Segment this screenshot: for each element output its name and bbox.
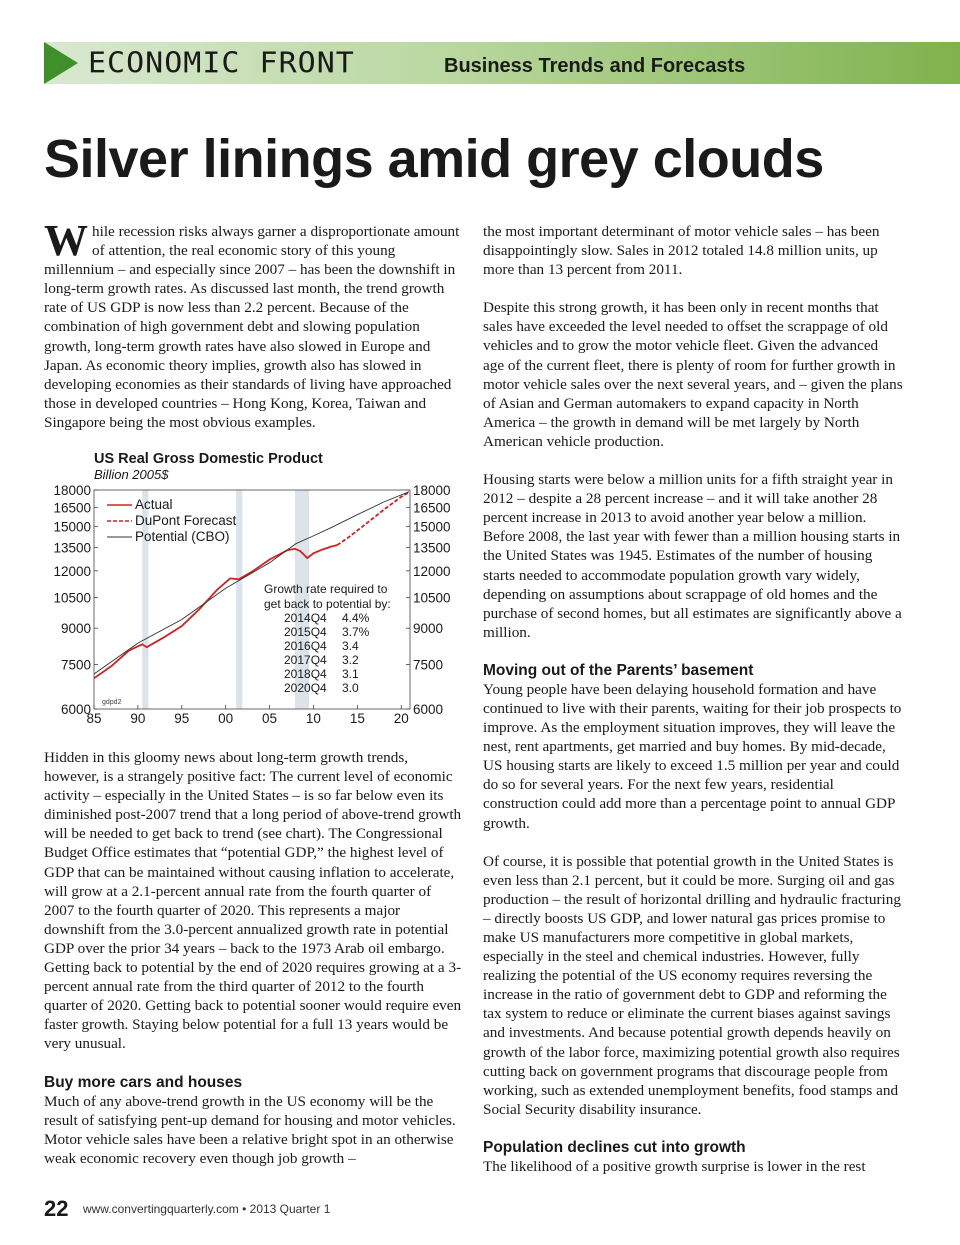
y-tick-label-left: 13500 <box>53 540 91 556</box>
chart-title: US Real Gross Domestic Product <box>94 451 323 467</box>
y-tick-label-left: 18000 <box>53 483 91 498</box>
population-paragraph: The likelihood of a positive growth surprise is lower in the rest <box>483 1157 866 1175</box>
x-tick-label: 20 <box>393 711 409 726</box>
annotation-rows <box>284 611 370 695</box>
x-tick-label: 05 <box>262 711 278 726</box>
y-tick-label-right: 12000 <box>413 563 451 579</box>
legend-label-forecast: DuPont Forecast <box>135 513 237 528</box>
annotation-rate: 4.4% <box>342 611 370 625</box>
page-footer <box>44 1196 330 1222</box>
y-tick-label-right: 15000 <box>413 519 451 535</box>
article-headline: Silver linings amid grey clouds <box>44 129 824 189</box>
heading-parents-basement: Moving out of the Parents’ basement <box>483 661 754 679</box>
heading-population: Population declines cut into growth <box>483 1138 746 1156</box>
x-tick-label: 00 <box>218 711 234 726</box>
chart-legend <box>107 497 237 544</box>
series-forecast-line <box>337 492 409 545</box>
annotation-rate: 3.2 <box>342 653 359 667</box>
left-paragraph: Hidden in this gloomy news about long-term growth trends, however, is a strangely positive fact: The current level of economic activity – especially in the United States – is so far below even its diminished post-2007 trend that a long period of above-trend growth will be needed to get back to trend (see chart). The Congressional Budget Office estimates that “potential GDP,” the highest level of GDP that can be maintained without causing inflation to accelerate, will grow at a 2.1-percent annual rate from the fourth quarter of 2007 to the fourth quarter of 2020. This represents a major downshift from the 3.0-percent annualized growth rate in potential GDP over the prior 34 years – back to the 1973 Arab oil embargo. Getting back to potential by the end of 2020 requires growing at a 3-percent annual rate from the third quarter of 2012 to the fourth quarter of 2020. Getting back to potential sooner would require even faster growth. Staying below potential for a full 13 years would be very unusual. <box>44 749 462 1053</box>
y-tick-label-right: 18000 <box>413 483 451 498</box>
recession-band-1 <box>236 490 242 709</box>
annotation-quarter: 2014Q4 <box>284 611 327 625</box>
y-tick-label-left: 7500 <box>60 657 91 673</box>
right-paragraph-1: the most important determinant of motor vehicle sales – has been disappointingly slow. Sales in 2012 totaled 14.8 million units, up more than 13 percent from 2011. <box>483 223 880 279</box>
intro-text: hile recession risks always garner a disproportionate amount of attention, the real economic story of this young millennium – and especially since 2007 – has been the downshift in long-term growth rates. As discussed last month, the trend growth rate of US GDP is now less than 2.2 percent. Because of the combination of high government debt and slowing population growth, long-term growth rates have also slowed in Europe and Japan. As economic theory implies, growth also has slowed in developing economies as their standards of living have approached those in developed countries – Hong Kong, Korea, Taiwan and Singapore being the most obvious examples. <box>44 223 460 431</box>
y-tick-label-right: 7500 <box>413 657 444 673</box>
right-column <box>483 222 903 1195</box>
y-tick-label-right: 16500 <box>413 500 451 516</box>
right-paragraph-3: Housing starts were below a million units for a fifth straight year in 2012 – despite a 28 percent increase – and it will take another 28 percent increase in 2013 to avoid another year below a million. Before 2008, the last year with fewer than a million housing starts in the United States was 1945. Estimates of the number of housing starts needed to accommodate population growth vary widely, depending on assumptions about scrappage of old homes and the purchase of second homes, but all estimates are significantly above a million. <box>483 471 902 641</box>
x-tick-label: 85 <box>86 711 102 726</box>
annotation-rate: 3.7% <box>342 625 370 639</box>
annotation-quarter: 2016Q4 <box>284 639 327 653</box>
y-tick-label-left: 6000 <box>60 702 91 717</box>
parents-paragraph-1: Young people have been delaying household formation and have continued to live with their parents, waiting for their job prospects to improve. As the employment situation improves, they will leave the nest, rent apartments, get married and buy homes. By mid-decade, US housing starts are likely to exceed 1.5 million per year and could do so for several years. For the next few years, residential construction could add more than a percentage point to annual GDP growth. <box>483 680 902 832</box>
y-tick-label-right: 9000 <box>413 621 444 637</box>
y-tick-label-right: 10500 <box>413 590 451 606</box>
heading-cars-houses: Buy more cars and houses <box>44 1073 243 1091</box>
y-tick-label-left: 12000 <box>53 563 91 579</box>
annotation-title-line2: get back to potential by: <box>264 597 391 611</box>
x-tick-label: 15 <box>349 711 365 726</box>
y-tick-label-right: 13500 <box>413 540 451 556</box>
chart-source-tag: gdpd2 <box>102 699 122 706</box>
chart-axes <box>53 483 450 726</box>
annotation-quarter: 2017Q4 <box>284 653 327 667</box>
annotation-title-line1: Growth rate required to <box>264 582 388 596</box>
annotation-quarter: 2015Q4 <box>284 625 327 639</box>
y-tick-label-right: 6000 <box>413 702 444 717</box>
annotation-rate: 3.0 <box>342 681 359 695</box>
left-column-bottom <box>44 748 464 1187</box>
page-number: 22 <box>44 1196 69 1221</box>
banner-arrow-icon <box>44 42 78 84</box>
intro-paragraph <box>44 216 464 432</box>
dropcap: W <box>44 216 88 265</box>
annotation-quarter: 2020Q4 <box>284 681 327 695</box>
y-tick-label-left: 15000 <box>53 519 91 535</box>
y-tick-label-left: 16500 <box>53 500 91 516</box>
banner-brand: ECONOMIC FRONT <box>88 46 355 81</box>
legend-label-actual: Actual <box>135 497 173 512</box>
y-tick-label-left: 10500 <box>53 590 91 606</box>
cars-paragraph: Much of any above-trend growth in the US economy will be the result of satisfying pent-up demand for housing and motor vehicles. Motor vehicle sales have been a relative bright spot in an otherwise weak economic recovery even though job growth – <box>44 1092 456 1167</box>
parents-paragraph-2: Of course, it is possible that potential growth in the United States is even less than 2.1 percent, but it could be more. Surging oil and gas production – the result of horizontal drilling and hydraulic fracturing – directly boosts US GDP, and lower natural gas prices promise to make US manufacturers more competitive in global markets, especially in the steel and chemical industries. However, fully realizing the potential of the US economy requires reversing the increase in the ratio of government debt to GDP and reforming the tax system to reduce or eliminate the current biases against savings and investments. And because potential growth depends heavily on growth of the labor force, maximizing potential growth also requires cutting back on government programs that discourage people from working, such as extended unemployment benefits, food stamps and Social Security disability insurance. <box>483 852 901 1118</box>
annotation-quarter: 2018Q4 <box>284 667 327 681</box>
y-tick-label-left: 9000 <box>60 621 91 637</box>
banner-subtitle: Business Trends and Forecasts <box>444 55 746 77</box>
section-banner <box>44 42 960 84</box>
legend-label-potential: Potential (CBO) <box>135 529 230 544</box>
gdp-chart <box>44 448 460 728</box>
footer-text: www.convertingquarterly.com • 2013 Quarter 1 <box>82 1202 331 1216</box>
annotation-rate: 3.1 <box>342 667 359 681</box>
x-tick-label: 90 <box>130 711 146 726</box>
x-tick-label: 95 <box>174 711 190 726</box>
chart-annotation <box>264 582 391 695</box>
chart-subtitle: Billion 2005$ <box>94 467 169 482</box>
right-paragraph-2: Despite this strong growth, it has been only in recent months that sales have exceeded the level needed to offset the scrappage of old vehicles and to grow the motor vehicle fleet. Given the advanced age of the current fleet, there is plenty of room for further growth in motor vehicle sales over the next several years, and – given the plans of Asian and German automakers to expand capacity in North America – the growth in demand will be met largely by North American vehicle production. <box>483 299 903 450</box>
left-column-top <box>44 216 464 451</box>
annotation-rate: 3.4 <box>342 639 359 653</box>
x-tick-label: 10 <box>305 711 321 726</box>
